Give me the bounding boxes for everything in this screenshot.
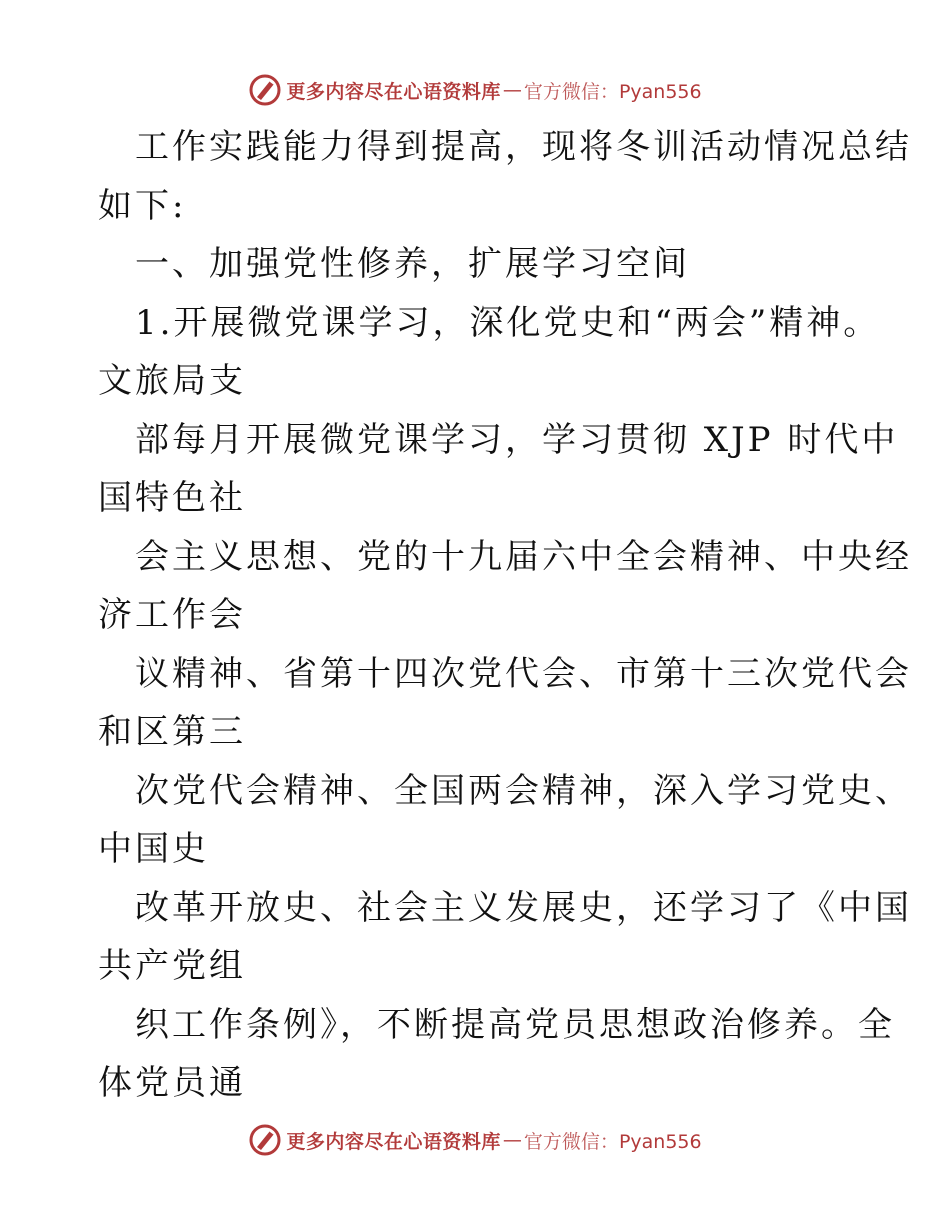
section-heading: 一、加强党性修养，扩展学习空间 bbox=[135, 244, 690, 284]
body-line: 次党代会精神、全国两会精神，深入学习党史、 bbox=[135, 770, 912, 811]
body-line: 济工作会 bbox=[98, 595, 246, 635]
banner-wechat-label: 官方微信： bbox=[523, 80, 619, 103]
body-line: 会主义思想、党的十九届六中全会精神、中央经 bbox=[135, 536, 912, 577]
body-line: 1.开展微党课学习，深化党史和“两会”精神。 bbox=[135, 302, 881, 343]
body-line: 工作实践能力得到提高，现将冬训活动情况总结 bbox=[135, 127, 912, 167]
body-line: 中国史 bbox=[98, 829, 209, 869]
body-line: 部每月开展微党课学习，学习贯彻 XJP 时代中 bbox=[135, 419, 899, 460]
banner-site-text: 更多内容尽在心语资料库 bbox=[286, 80, 501, 103]
body-line: 织工作条例》，不断提高党员思想政治修养。全 bbox=[135, 1004, 895, 1045]
body-line: 国特色社 bbox=[98, 478, 246, 518]
banner-dash: — bbox=[502, 1129, 522, 1151]
pen-circle-logo-icon bbox=[248, 1123, 282, 1157]
body-line: 和区第三 bbox=[98, 712, 246, 752]
body-line: 改革开放史、社会主义发展史，还学习了《中国 bbox=[135, 887, 912, 928]
banner-wechat-id: Pyan556 bbox=[618, 80, 702, 103]
body-line: 如下: bbox=[98, 185, 187, 226]
banner-wechat bbox=[524, 77, 702, 104]
body-line: 体党员通 bbox=[98, 1063, 246, 1103]
document-body bbox=[98, 118, 912, 1113]
banner-wechat-id: Pyan556 bbox=[618, 1130, 702, 1153]
banner-site-text: 更多内容尽在心语资料库 bbox=[286, 1130, 501, 1153]
header-banner bbox=[0, 68, 950, 112]
banner-dash: — bbox=[502, 79, 522, 101]
body-line: 议精神、省第十四次党代会、市第十三次党代会 bbox=[135, 653, 912, 694]
banner-wechat bbox=[524, 1127, 702, 1154]
pen-circle-logo-icon bbox=[248, 73, 282, 107]
footer-banner bbox=[0, 1118, 950, 1162]
banner-wechat-label: 官方微信： bbox=[523, 1130, 619, 1153]
body-line: 文旅局支 bbox=[98, 361, 246, 401]
body-line: 共产党组 bbox=[98, 946, 246, 986]
